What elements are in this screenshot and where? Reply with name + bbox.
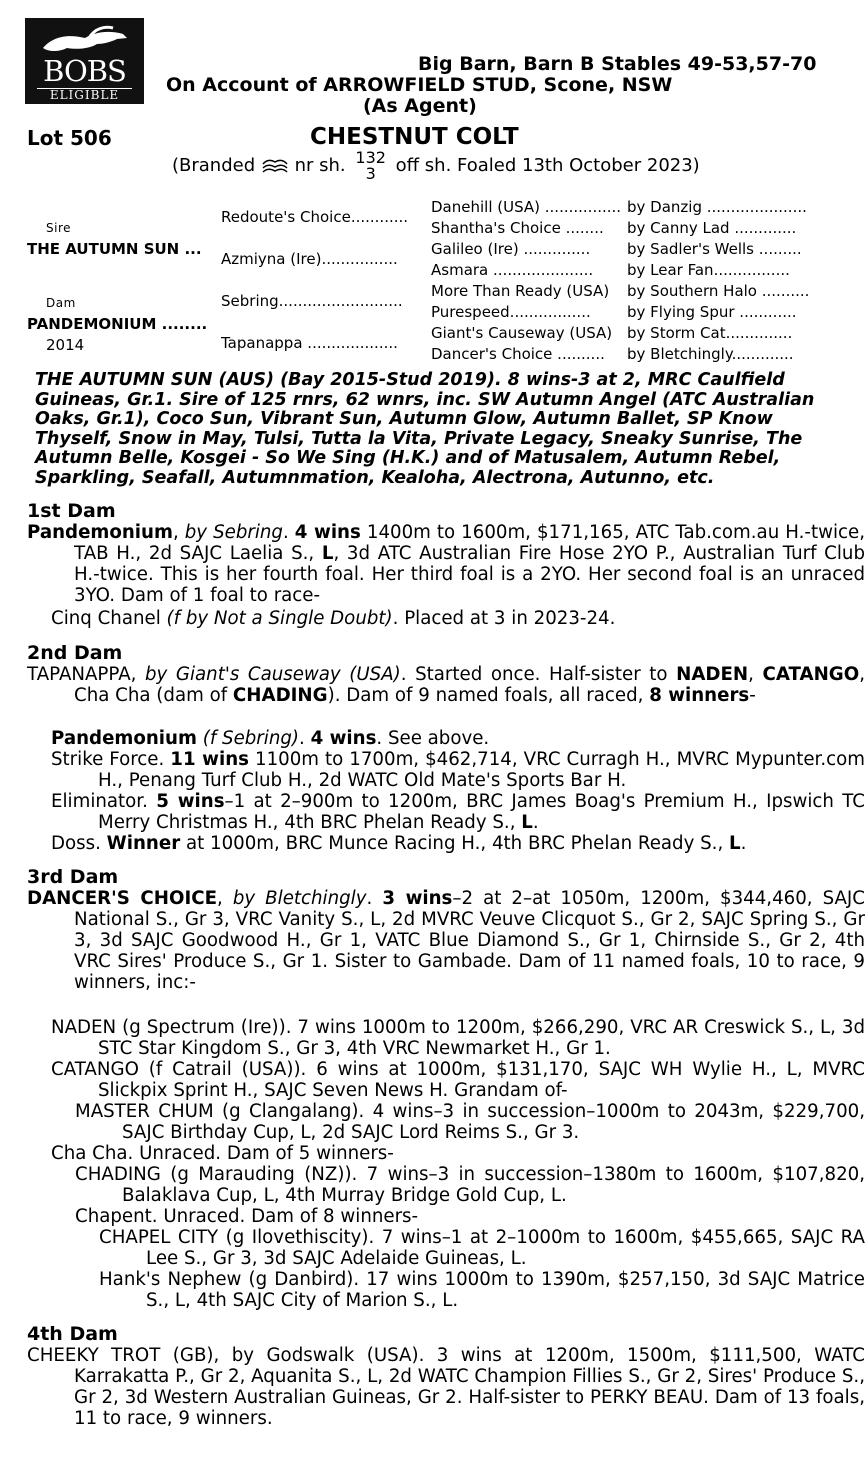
gen3-6: Purespeed................. — [431, 303, 591, 321]
brand-numerator: 132 — [355, 148, 386, 167]
first-dam-progeny: Cinq Chanel (f by Not a Single Doubt). Placed at 3 in 2023-24. — [51, 608, 616, 629]
gen4-8: by Bletchingly............. — [627, 345, 794, 363]
brand-post: off sh. Foaled 13th October 2023) — [395, 155, 700, 176]
brand-fraction — [355, 150, 386, 182]
gen2-dam-sire: Sebring.......................... — [221, 292, 403, 310]
brand-denominator: 3 — [365, 164, 376, 183]
third-dam-naden: NADEN (g Spectrum (Ire)). 7 wins 1000m to 1200m, $266,290, VRC AR Creswick S., L, 3d STC Star Kingdom S., Gr 3, 4th VRC Newmarket H., Gr 1. — [51, 1017, 865, 1059]
gen4-3: by Sadler's Wells ......... — [627, 240, 802, 258]
vendor-line: On Account of ARROWFIELD STUD, Scone, NSW — [166, 74, 673, 96]
dam-name: PANDEMONIUM ........ — [27, 315, 208, 333]
third-dam-cha-cha: Cha Cha. Unraced. Dam of 5 winners- — [51, 1143, 394, 1164]
second-dam-progeny-3: Eliminator. 5 wins–1 at 2–900m to 1200m, BRC James Boag's Premium H., Ipswich TC Merry Christmas H., 4th BRC Phelan Ready S., L. — [51, 791, 865, 833]
brand-mid: nr sh. — [294, 155, 346, 176]
gen4-1: by Danzig ..................... — [627, 198, 807, 216]
racehorse-icon — [39, 26, 131, 56]
brand-mark-icon — [261, 158, 289, 174]
third-dam-entry: DANCER'S CHOICE, by Bletchingly. 3 wins–2 at 2–at 1050m, 1200m, $344,460, SAJC National S., Gr 3, VRC Vanity S., L, 2d MVRC Veuve Clicquot S., Gr 2, SAJC Spring S., Gr 3, 3d SAJC Goodwood H., Gr 1, VATC Blue Diamond S., Gr 1, Chirnside S., Gr 2, 4th VRC Sires' Produce S., Gr 1. Sister to Gambade. Dam of 11 named foals, 10 to race, 9 winners, inc:- — [27, 888, 865, 993]
bobs-eligible-logo — [25, 18, 144, 104]
dam-label: Dam — [46, 296, 76, 310]
agent-line: (As Agent) — [363, 95, 477, 117]
gen3-5: More Than Ready (USA) — [431, 282, 610, 300]
lot-title: CHESTNUT COLT — [310, 124, 519, 150]
heading-3rd-dam: 3rd Dam — [27, 866, 119, 888]
gen3-4: Asmara ..................... — [431, 261, 594, 279]
sire-label: Sire — [46, 221, 72, 235]
logo-sub: ELIGIBLE — [37, 88, 132, 102]
gen4-7: by Storm Cat.............. — [627, 324, 793, 342]
gen4-5: by Southern Halo .......... — [627, 282, 810, 300]
gen4-4: by Lear Fan................ — [627, 261, 790, 279]
gen3-7: Giant's Causeway (USA) — [431, 324, 613, 342]
gen3-8: Dancer's Choice .......... — [431, 345, 605, 363]
dam-year: 2014 — [46, 336, 85, 354]
third-dam-catango: CATANGO (f Catrail (USA)). 6 wins at 1000m, $131,170, SAJC WH Wylie H., L, MVRC Slickpix Sprint H., SAJC Seven News H. Grandam of- — [51, 1059, 865, 1101]
gen3-3: Galileo (Ire) .............. — [431, 240, 591, 258]
gen3-1: Danehill (USA) ................ — [431, 198, 622, 216]
stable-location: Big Barn, Barn B Stables 49-53,57-70 — [418, 53, 817, 75]
third-dam-chading: CHADING (g Marauding (NZ)). 7 wins–3 in succession–1380m to 1600m, $107,820, Balaklava Cup, L, 4th Murray Bridge Gold Cup, L. — [75, 1164, 865, 1206]
first-dam-entry: Pandemonium, by Sebring. 4 wins 1400m to 1600m, $171,165, ATC Tab.com.au H.-twice, TAB H., 2d SAJC Laelia S., L, 3d ATC Australian Fire Hose 2YO P., Australian Turf Club H.-twice. This is her fourth foal. Her third foal is a 2YO. Her second foal is an unraced 3YO. Dam of 1 foal to race- — [27, 522, 865, 606]
second-dam-entry: TAPANAPPA, by Giant's Causeway (USA). Started once. Half-sister to NADEN, CATANGO, Cha Cha (dam of CHADING). Dam of 9 named foals, all raced, 8 winners- — [27, 664, 865, 706]
second-dam-progeny-1: Pandemonium (f Sebring). 4 wins. See above. — [51, 728, 490, 749]
gen2-sire-dam: Azmiyna (Ire)................ — [221, 250, 398, 268]
gen2-dam-dam: Tapanappa ................... — [221, 334, 398, 352]
fourth-dam-entry: CHEEKY TROT (GB), by Godswalk (USA). 3 wins at 1200m, 1500m, $111,500, WATC Karrakatta P., Gr 2, Aquanita S., L, 2d WATC Champion Fillies S., Gr 2, Sires' Produce S., Gr 2, 3d Western Australian Guineas, Gr 2. Half-sister to PERKY BEAU. Dam of 13 foals, 11 to race, 9 winners. — [27, 1345, 865, 1429]
third-dam-chapel-city: CHAPEL CITY (g Ilovethiscity). 7 wins–1 at 2–1000m to 1600m, $455,665, SAJC RA Lee S., Gr 3, 3d SAJC Adelaide Guineas, L. — [99, 1227, 865, 1269]
heading-1st-dam: 1st Dam — [27, 500, 116, 522]
sire-name: THE AUTUMN SUN ... — [27, 240, 202, 258]
third-dam-master-chum: MASTER CHUM (g Clangalang). 4 wins–3 in succession–1000m to 2043m, $229,700, SAJC Birthday Cup, L, 2d SAJC Lord Reims S., Gr 3. — [75, 1101, 865, 1143]
third-dam-chapent: Chapent. Unraced. Dam of 8 winners- — [75, 1206, 419, 1227]
logo-word: BOBS — [43, 54, 126, 88]
third-dam-hanks-nephew: Hank's Nephew (g Danbird). 17 wins 1000m to 1390m, $257,150, 3d SAJC Matrice S., L, 4th SAJC City of Marion S., L. — [99, 1269, 865, 1311]
heading-2nd-dam: 2nd Dam — [27, 642, 123, 664]
brand-line — [172, 150, 700, 182]
lot-number: Lot 506 — [27, 126, 112, 150]
second-dam-progeny-4: Doss. Winner at 1000m, BRC Munce Racing H., 4th BRC Phelan Ready S., L. — [51, 833, 747, 854]
gen3-2: Shantha's Choice ........ — [431, 219, 604, 237]
second-dam-progeny-2: Strike Force. 11 wins 1100m to 1700m, $462,714, VRC Curragh H., MVRC Mypunter.com H., Penang Turf Club H., 2d WATC Old Mate's Sports Bar H. — [51, 749, 865, 791]
gen2-sire-sire: Redoute's Choice............ — [221, 208, 409, 226]
brand-pre: (Branded — [172, 155, 256, 176]
sire-summary: THE AUTUMN SUN (AUS) (Bay 2015-Stud 2019). 8 wins-3 at 2, MRC Caulfield Guineas, Gr.1. Sire of 125 rnrs, 62 wnrs, inc. SW Autumn Angel (ATC Australian Oaks, Gr.1), Coco Sun, Vibrant Sun, Autumn Glow, Autumn Ballet, SP Know Thyself, Snow in May, Tulsi, Tutta la Vita, Private Legacy, Sneaky Sunrise, The Autumn Belle, Kosgei - So We Sing (H.K.) and of Matusalem, Autumn Rebel, Sparkling, Seafall, Autumnmation, Kealoha, Alectrona, Autunno, etc. — [35, 370, 815, 488]
gen4-6: by Flying Spur ............ — [627, 303, 797, 321]
gen4-2: by Canny Lad ............. — [627, 219, 797, 237]
heading-4th-dam: 4th Dam — [27, 1323, 118, 1345]
